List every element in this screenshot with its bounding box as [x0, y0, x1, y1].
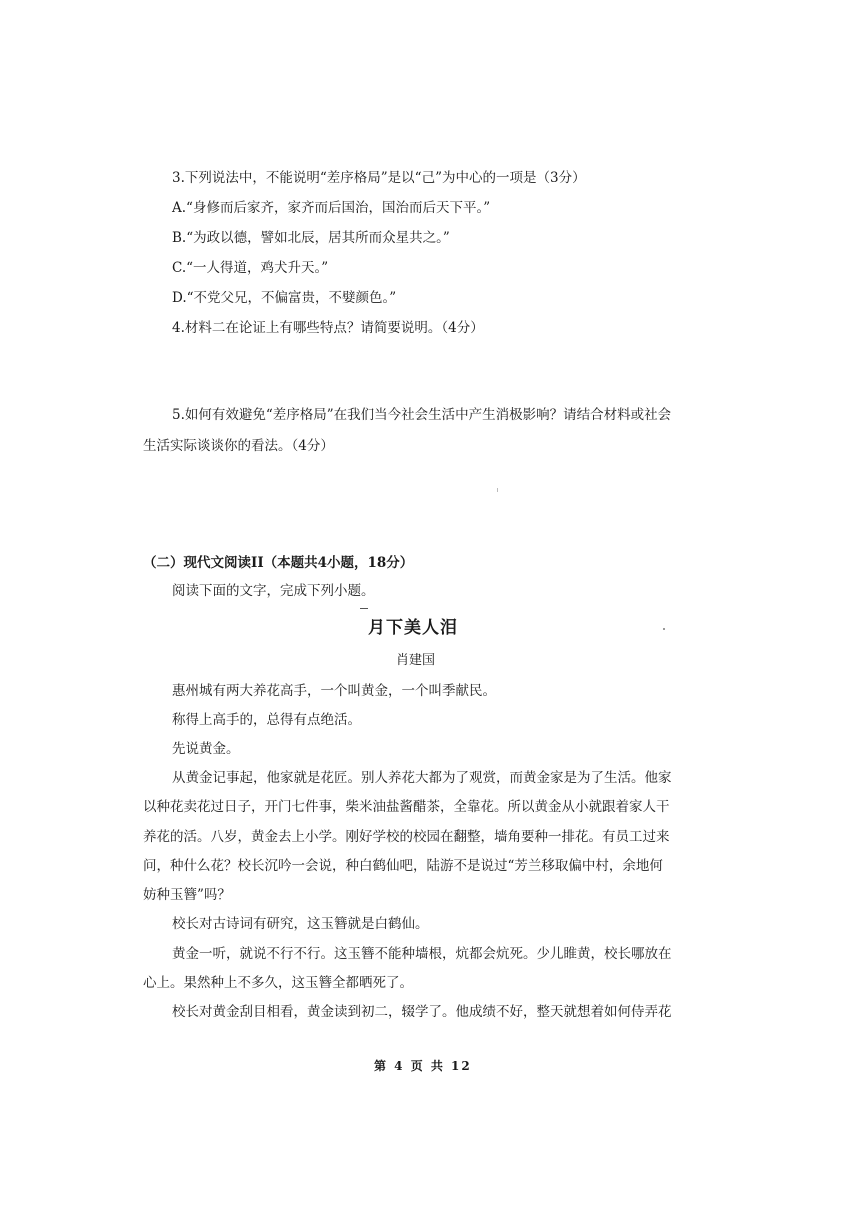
- section-heading: （二）现代文阅读II（本题共4小题，18分）: [143, 555, 414, 571]
- article-line: 从黄金记事起，他家就是花匠。别人养花大都为了观赏，而黄金家是为了生活。他家: [172, 770, 672, 786]
- article-line: 妨种玉簪”吗？: [143, 887, 231, 903]
- question-3-stem: 3.下列说法中，不能说明“差序格局”是以“己”为中心的一项是（3分）: [172, 170, 586, 186]
- article-line: 心上。果然种上不多久，这玉簪全都晒死了。: [143, 975, 413, 991]
- question-5-line-2: 生活实际谈谈你的看法。（4分）: [143, 438, 334, 454]
- article-author: 肖建国: [396, 653, 436, 668]
- scan-speck: [360, 608, 368, 609]
- article-line: 问，种什么花？校长沉吟一会说，种白鹤仙吧，陆游不是说过“芳兰移取偏中村，余地何: [143, 858, 663, 874]
- article-line: 养花的活。八岁，黄金去上小学。刚好学校的校园在翻整，墙角要种一排花。有员工过来: [143, 829, 670, 845]
- article-line: 校长对黄金刮目相看，黄金读到初二，辍学了。他成绩不好，整天就想着如何侍弄花: [172, 1004, 672, 1020]
- question-4-stem: 4.材料二在论证上有哪些特点？请简要说明。（4分）: [172, 320, 484, 336]
- article-line: 黄金一听，就说不行不行。这玉簪不能种墙根，炕都会炕死。少儿睢黄，校长哪放在: [172, 946, 672, 962]
- article-line: 惠州城有两大养花高手，一个叫黄金，一个叫季献民。: [172, 683, 496, 699]
- article-line: 以种花卖花过日子，开门七件事，柴米油盐酱醋茶，全靠花。所以黄金从小就跟着家人干: [143, 799, 670, 815]
- question-3-option-b: B.“为政以德，譬如北辰，居其所而众星共之。”: [172, 230, 450, 246]
- scan-speck: [663, 628, 665, 630]
- page-number-footer: 第 4 页 共 12: [374, 1059, 472, 1073]
- article-line: 称得上高手的，总得有点绝活。: [172, 712, 361, 728]
- article-line: 校长对古诗词有研究，这玉簪就是白鹤仙。: [172, 916, 429, 932]
- article-line: 先说黄金。: [172, 741, 240, 757]
- question-3-option-c: C.“一人得道，鸡犬升天。”: [172, 260, 329, 276]
- section-instruction: 阅读下面的文字，完成下列小题。: [172, 583, 375, 599]
- question-5-line-1: 5.如何有效避免“差序格局”在我们当今社会生活中产生消极影响？请结合材料或社会: [172, 407, 672, 423]
- article-title: 月下美人泪: [368, 618, 458, 638]
- question-3-option-d: D.“不党父兄，不偏富贵，不嬖颜色。”: [172, 290, 397, 306]
- question-3-option-a: A.“身修而后家齐，家齐而后国治，国治而后天下平。”: [172, 200, 491, 216]
- scan-speck: [497, 488, 498, 492]
